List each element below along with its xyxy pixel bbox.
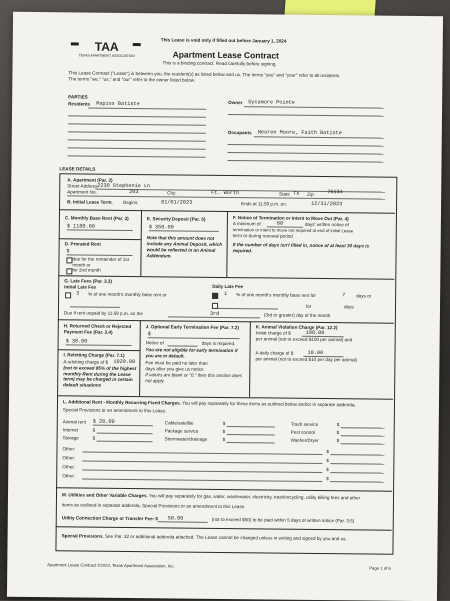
returned-check-value: $ 30.00 bbox=[65, 338, 88, 345]
zip-value: 76134 bbox=[327, 189, 343, 196]
reletting-note: (not to exceed 85% of the highest monthly Rent during the Lease term) may be charged in certain default situations bbox=[63, 365, 137, 388]
initial-fee-text: % of one month's monthly base rent or bbox=[88, 291, 167, 298]
occupants-line bbox=[228, 152, 384, 155]
street-value: 2230 Stephenie Ln bbox=[97, 182, 151, 190]
early-note: You are not eligible for early termination if you are in default. bbox=[145, 347, 238, 359]
lease-details-label: LEASE DETAILS bbox=[59, 166, 96, 172]
owner-line bbox=[244, 106, 384, 108]
ends-label: Ends at 11:59 p.m. on: bbox=[241, 201, 287, 207]
other-label: Other: bbox=[62, 455, 76, 461]
other-label: Other: bbox=[62, 473, 76, 479]
page-subtitle: This is a binding contract. Read carefully before signing. bbox=[162, 60, 277, 67]
early-fee-text-2: days after you give us notice bbox=[145, 366, 204, 372]
utilities-text-2: items as outlined in separate addenda, Special Provisions or an amendment to this Lease. bbox=[61, 502, 246, 510]
violation-initial-value: 100.00 bbox=[305, 329, 325, 337]
other-dollar: $ bbox=[326, 458, 329, 464]
begins-value: 01/01/2023 bbox=[161, 199, 193, 206]
rent-label: C. Monthly Base Rent (Par. 3) bbox=[64, 215, 129, 221]
other-dollar: $ bbox=[326, 476, 329, 482]
animal-violation-label: K. Animal Violation Charge (Par. 12.2) bbox=[255, 324, 338, 331]
prorated-label: D. Prorated Rent bbox=[64, 241, 101, 247]
violation-daily-text: A daily charge of $ bbox=[255, 350, 294, 356]
due-text: Due if rent unpaid by 11:59 p.m. on the bbox=[63, 310, 144, 317]
other-dollar: $ bbox=[326, 467, 329, 473]
deposit-value: $ 350.00 bbox=[148, 224, 174, 231]
intro-text-2: The terms "we," "us," and "our" refer to the owner listed below. bbox=[68, 76, 196, 83]
logo-subtext: TEXAS APARTMENT ASSOCIATION bbox=[78, 53, 135, 59]
apartment-label: A. Apartment (Par. 2) bbox=[67, 177, 113, 183]
notice-text: A minimum of bbox=[232, 221, 261, 227]
for-text: for bbox=[305, 303, 312, 309]
notice-days: 60 bbox=[276, 220, 284, 227]
residents-value: Mapios Batiste bbox=[96, 100, 140, 108]
deposit-label: E. Security Deposit (Par. 5) bbox=[146, 216, 206, 222]
storage-dollar: $ bbox=[92, 435, 96, 441]
cable-label: Cable/satellite bbox=[164, 420, 194, 426]
state-label: State bbox=[279, 191, 290, 197]
connection-value: 50.00 bbox=[167, 515, 184, 522]
deposit-note: Note that this amount does not include any Animal Deposit, which would be reflected in an Animal Addendum. bbox=[146, 235, 223, 259]
early-termination-label: J. Optional Early Termination Fee (Par. 7.2) bbox=[145, 324, 239, 331]
washer-label: Washer/Dryer bbox=[290, 437, 319, 443]
apt-no-value: 203 bbox=[129, 188, 139, 196]
residents-line bbox=[68, 139, 206, 141]
utilities-label: M. Utilities and Other Variable Charges. bbox=[61, 492, 148, 499]
prorated-option-1: due for the remainder of 1st month or bbox=[72, 256, 129, 268]
daily-fee-text: % of one month's monthly base rent for bbox=[236, 292, 316, 298]
days-or-text: days or bbox=[356, 293, 372, 299]
residents-line bbox=[68, 123, 206, 125]
notice-text: term or during renewal period bbox=[232, 233, 293, 239]
occupants-line bbox=[228, 144, 384, 147]
prorated-option-2: for 2nd month bbox=[72, 267, 101, 273]
internet-label: Internet bbox=[62, 427, 79, 433]
state-value: TX bbox=[293, 190, 300, 197]
early-notice: Notice of bbox=[145, 340, 164, 346]
void-notice: This Lease is void only if filled out before January 1, 2024 bbox=[160, 37, 287, 44]
owner-label: Owner bbox=[228, 100, 243, 106]
due-value: 3rd bbox=[209, 310, 220, 317]
violation-per-text: per animal (not to exceed $100 per animal) and bbox=[255, 336, 353, 343]
trash-label: Trash service bbox=[290, 421, 319, 427]
other-dollar: $ bbox=[326, 449, 330, 455]
notice-text: termination or intent to move out required at end of initial Lease bbox=[232, 227, 354, 234]
pest-label: Pest control bbox=[290, 429, 315, 435]
residents-line bbox=[68, 155, 206, 157]
occupants-line bbox=[254, 136, 384, 138]
occupants-label: Occupants bbox=[227, 130, 252, 136]
ends-value: 12/31/2023 bbox=[311, 200, 343, 208]
parties-label: PARTIES bbox=[68, 94, 88, 100]
returned-check-label: H. Returned Check or Rejected Payment Fee (Par. 3.4) bbox=[63, 323, 132, 335]
pest-dollar: $ bbox=[336, 430, 340, 436]
due-text-2: (3rd or greater) day of the month bbox=[263, 312, 331, 319]
cable-dollar: $ bbox=[222, 420, 226, 427]
early-fee-text: Fee must be paid no later than bbox=[145, 360, 208, 366]
term-label: B. Initial Lease Term. bbox=[67, 199, 113, 205]
lease-document bbox=[7, 12, 443, 601]
early-notice-2: days is required. bbox=[201, 340, 236, 347]
owner-value: Sycamore Pointe bbox=[248, 99, 295, 106]
taa-logo bbox=[71, 38, 143, 59]
reletting-label: I. Reletting Charge (Par. 7.1) bbox=[63, 352, 125, 358]
special-text: See Par. 32 or additional addenda attached. The Lease cannot be changed unless in writing and signed by you and us. bbox=[104, 533, 347, 542]
residents-line bbox=[68, 147, 206, 149]
daily-fee-checkbox[interactable] bbox=[212, 293, 218, 299]
rent-value: $ 1180.00 bbox=[66, 223, 95, 230]
violation-daily-note: per animal (not to exceed $10 per day per animal) bbox=[255, 356, 358, 363]
violation-initial-text: Initial charge of $ bbox=[255, 330, 291, 336]
initial-fee-checkbox[interactable] bbox=[65, 292, 71, 298]
animal-rent-value: $ 20.00 bbox=[92, 418, 115, 425]
residents-line bbox=[88, 108, 206, 110]
apt-no-label: Apartment No. bbox=[67, 189, 97, 195]
package-label: Package service bbox=[164, 428, 199, 434]
owner-line bbox=[228, 114, 384, 117]
storage-label: Storage bbox=[62, 435, 79, 441]
trash-dollar: $ bbox=[336, 422, 340, 428]
street-label: Street Address: bbox=[67, 183, 99, 189]
connection-note: (not to exceed $50) to be paid within 5 days of written notice (Par. 3.5) bbox=[211, 516, 355, 524]
internet-dollar: $ bbox=[92, 427, 96, 433]
daily-days-value: 7 bbox=[342, 292, 346, 299]
stormwater-dollar: $ bbox=[222, 436, 226, 443]
logo-letters: TAA bbox=[94, 39, 119, 54]
reletting-value: 1020.00 bbox=[113, 358, 136, 366]
additional-rent-label: L. Additional Rent - Monthly Recurring Fixed Charges. bbox=[62, 399, 182, 406]
prorated-value: $ bbox=[66, 248, 70, 255]
days-text: days bbox=[343, 304, 354, 310]
reletting-text: A reletting charge of $ bbox=[63, 359, 109, 365]
early-termination-value: $ bbox=[147, 331, 151, 338]
page-title: Apartment Lease Contract bbox=[172, 49, 279, 61]
late-fees-label: G. Late Fees (Par. 3.3) bbox=[64, 278, 113, 284]
residents-label: Residents bbox=[68, 101, 91, 107]
utilities-text: You will pay separately for gas, water, wastewater, electricity, trash/recycling, utility billing fees and other bbox=[148, 493, 361, 501]
additional-rent-text: You will pay separately for these items as outlined below and/or in separate addenda, bbox=[182, 400, 356, 408]
notice-label: F. Notice of Termination or Intent to Move Out (Par. 4) bbox=[232, 215, 349, 222]
additional-rent-note: Special Provisions or an amendment to this Lease. bbox=[62, 407, 167, 414]
occupants-line bbox=[228, 160, 384, 163]
city-value: Ft. Worth bbox=[211, 189, 240, 197]
begins-label: Begins: bbox=[123, 199, 139, 206]
daily-fee-label: Daily Late Fee bbox=[212, 283, 244, 290]
special-label: Special Provisions. bbox=[61, 533, 104, 539]
other-label: Other: bbox=[62, 464, 76, 470]
daily-fee-value: 1 bbox=[224, 290, 228, 298]
initial-fee-value: 3 bbox=[76, 290, 80, 297]
residents-line bbox=[68, 115, 206, 117]
package-dollar: $ bbox=[222, 428, 226, 435]
intro-text: This Lease Contract ("Lease") is between you, the resident(s) as listed below and us. The terms "you" and "your" refer to all residents. bbox=[68, 70, 341, 79]
stormwater-label: Stormwater/drainage bbox=[164, 436, 208, 442]
initial-fee-label: Initial Late Fee bbox=[64, 284, 97, 290]
footer-copyright: Apartment Lease Contract ©2023, Texas Apartment Association, Inc. bbox=[47, 562, 175, 569]
occupants-value: Nearen Moore, Faith Batiste bbox=[257, 129, 342, 137]
city-label: City: bbox=[167, 190, 177, 196]
washer-dollar: $ bbox=[336, 438, 340, 444]
zip-label: Zip: bbox=[307, 191, 315, 197]
animal-rent-label: Animal rent bbox=[62, 419, 87, 425]
violation-daily-value: 10.00 bbox=[307, 349, 324, 357]
notice-note: If the number of days isn't filled in, notice of at least 30 days is required. bbox=[232, 242, 370, 254]
residents-line bbox=[68, 131, 206, 133]
other-label: Other: bbox=[62, 446, 76, 452]
page-number: Page 1 of 6 bbox=[369, 565, 391, 571]
early-blank-note: If values are blank or "0," then this section does not apply. bbox=[145, 372, 243, 383]
connection-label: Utility Connection Charge or Transfer Fee: $ bbox=[61, 515, 159, 522]
notice-text: days' written notice of bbox=[304, 221, 349, 228]
